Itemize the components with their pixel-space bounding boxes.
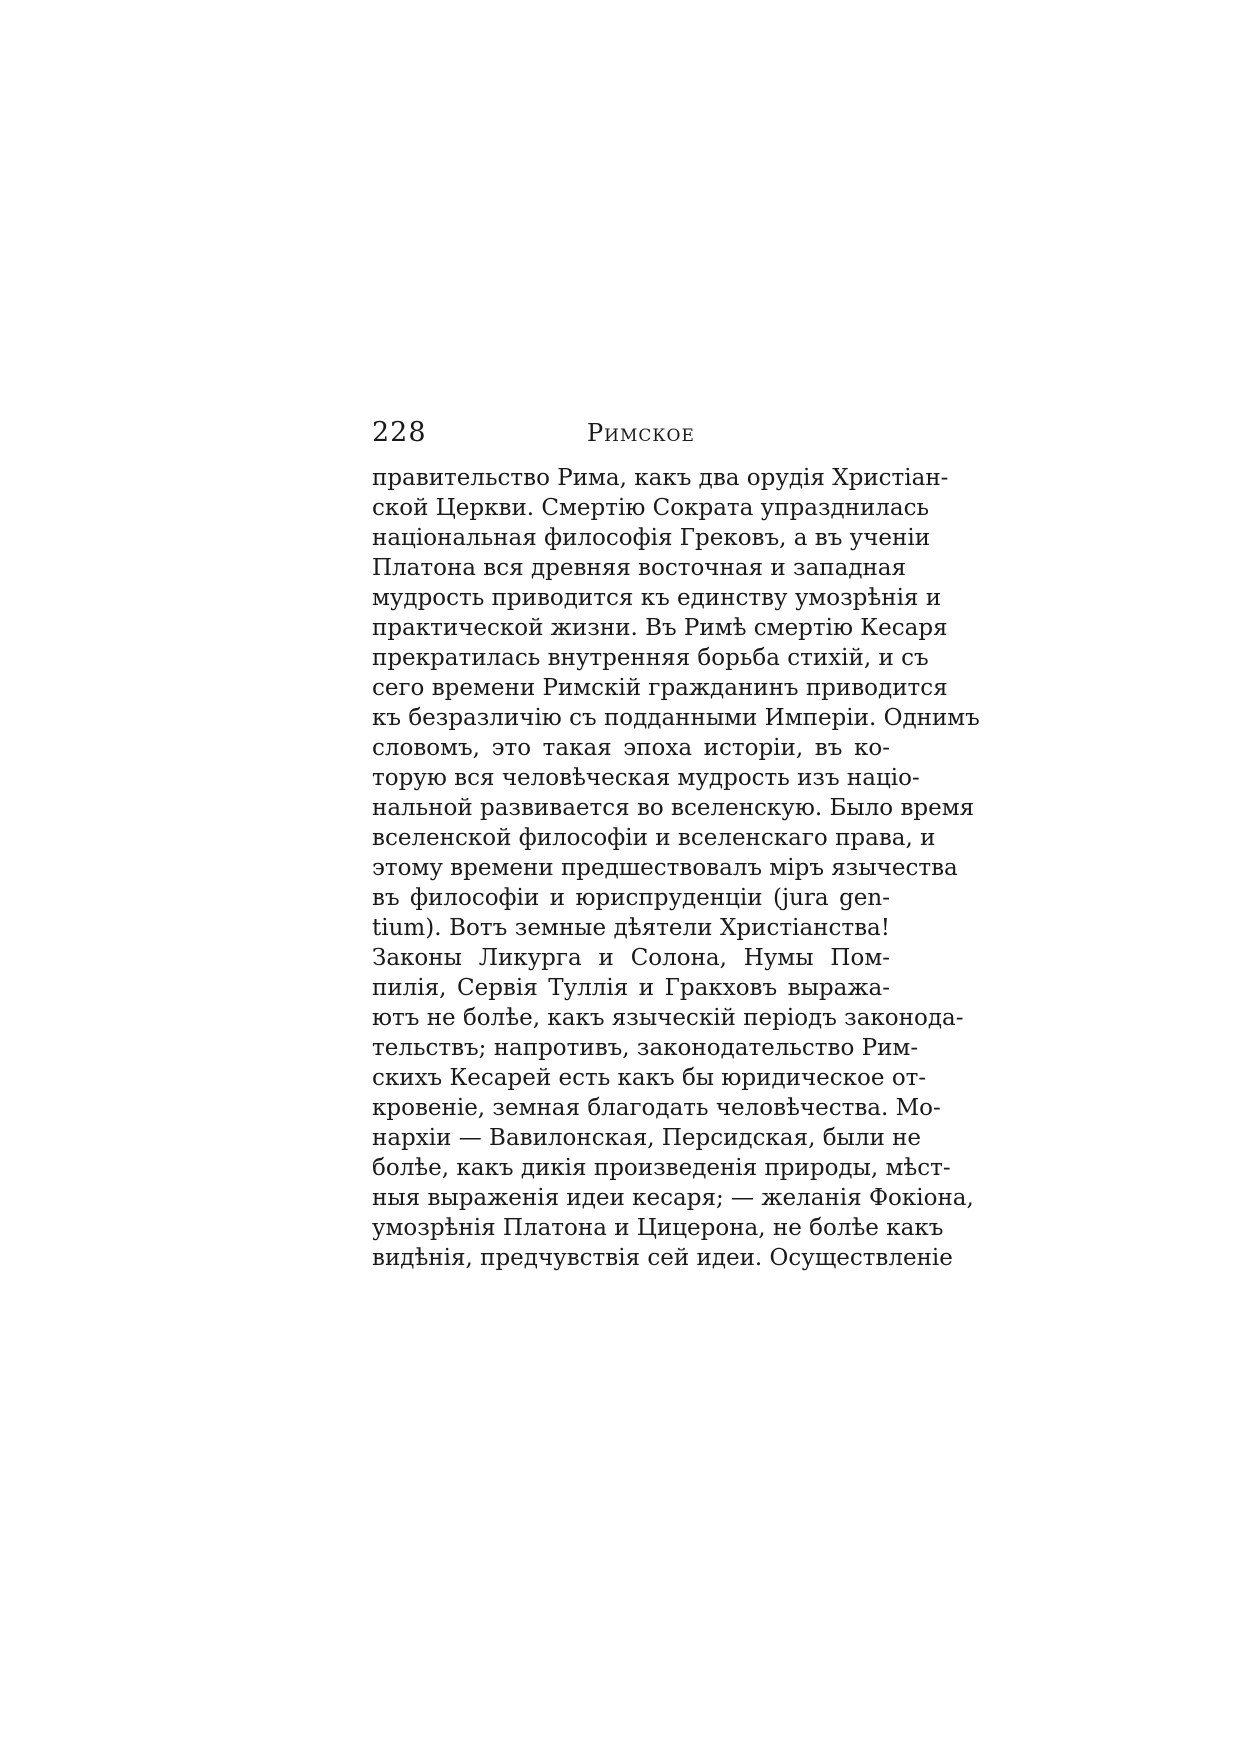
text-line: правительство Рима, какъ два орудія Христіан- xyxy=(372,465,949,491)
text-line: Законы Ликурга и Солона, Нумы Пом- xyxy=(372,945,890,971)
text-line: ской Церкви. Смертію Сократа упразднилась xyxy=(372,495,930,521)
text-line: нархіи — Вавилонская, Персидская, были не xyxy=(372,1125,922,1151)
body-text xyxy=(372,463,980,1273)
text-line: сего времени Римскій гражданинъ приводится xyxy=(372,675,948,701)
text-line: практической жизни. Въ Римѣ смертію Кесаря xyxy=(372,615,948,641)
text-line: ныя выраженія идеи кесаря; — желанія Фокіона, xyxy=(372,1185,974,1211)
running-head xyxy=(372,417,890,453)
text-line: болѣе, какъ дикія произведенія природы, мѣст- xyxy=(372,1155,951,1181)
page-number: 228 xyxy=(372,417,427,448)
text-line: къ безразличію съ подданными Имперіи. Однимъ xyxy=(372,705,980,731)
text-line: словомъ, это такая эпоха исторіи, въ ко- xyxy=(372,735,890,761)
text-line: этому времени предшествовалъ міръ язычества xyxy=(372,855,958,881)
text-line: тельствъ; напротивъ, законодательство Рим- xyxy=(372,1035,919,1061)
text-line: вселенской философіи и вселенскаго права, и xyxy=(372,825,936,851)
text-line: пилія, Сервія Туллія и Гракховъ выража- xyxy=(372,975,890,1001)
text-line: въ философіи и юриспруденціи (jura gen- xyxy=(372,885,890,911)
text-line: мудрость приводится къ единству умозрѣнія и xyxy=(372,585,942,611)
text-line: кровеніе, земная благодать человѣчества. Мо- xyxy=(372,1095,941,1121)
text-line: Платона вся древняя восточная и западная xyxy=(372,555,907,581)
text-line: tium). Вотъ земные дѣятели Христіанства! xyxy=(372,915,890,941)
text-line: нальной развивается во вселенскую. Было время xyxy=(372,795,975,821)
text-line: прекратилась внутренняя борьба стихій, и съ xyxy=(372,645,929,671)
running-title: Римское xyxy=(587,419,695,447)
text-line: національная философія Грековъ, а въ ученіи xyxy=(372,525,931,551)
text-line: умозрѣнія Платона и Цицерона, не болѣе какъ xyxy=(372,1215,944,1241)
text-line: видѣнія, предчувствія сей идеи. Осуществленіе xyxy=(372,1245,953,1271)
text-line: ютъ не болѣе, какъ языческій періодъ законода- xyxy=(372,1005,964,1031)
text-line: скихъ Кесарей есть какъ бы юридическое от- xyxy=(372,1065,927,1091)
text-line: торую вся человѣческая мудрость изъ націо- xyxy=(372,765,920,791)
